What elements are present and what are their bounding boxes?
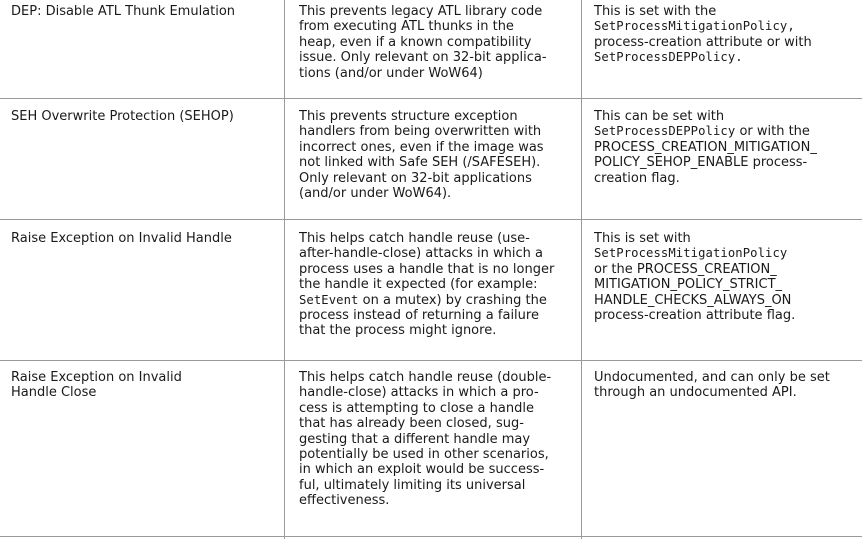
- row4-how-line: through an undocumented API.: [594, 385, 797, 401]
- row4-desc-line: cess is attempting to close a handle: [299, 400, 534, 416]
- row2-how-line: This can be set with: [594, 109, 725, 124]
- row2-how-text: process-: [748, 155, 808, 171]
- row3-policy-name: [11, 231, 279, 246]
- row4-desc-line: in which an exploit would be success-: [299, 462, 545, 478]
- row3-desc-line: process uses a handle that is no longer: [299, 261, 555, 277]
- row4-name-line: Handle Close: [11, 385, 97, 401]
- row3-desc-line: that the process might ignore.: [299, 323, 497, 339]
- row2-how-text: or with the: [735, 124, 810, 140]
- row4-name-line: Raise Exception on Invalid: [11, 370, 182, 385]
- row-divider-1: [0, 98, 862, 99]
- row2-desc-line: not linked with Safe SEH (/SAFESEH).: [299, 155, 541, 171]
- row3-desc-code: SetEvent: [299, 292, 359, 307]
- row3-how-line: MITIGATION_POLICY_STRICT_: [594, 277, 783, 293]
- row3-desc-line: process instead of returning a failure: [299, 308, 539, 324]
- row2-desc-line: handlers from being overwritten with: [299, 124, 542, 140]
- row4-how-line: Undocumented, and can only be set: [594, 370, 830, 385]
- row2-how-set: [594, 109, 856, 186]
- row2-description: [299, 109, 569, 201]
- row3-how-code: SetProcessMitigationPolicy: [594, 246, 788, 261]
- row4-desc-line: effectiveness.: [299, 493, 390, 509]
- column-divider-2: [581, 0, 582, 539]
- row2-how-code: SetProcessDEPPolicy: [594, 124, 736, 139]
- row4-how-set: [594, 370, 856, 401]
- row1-desc-line: This prevents legacy ATL library code: [299, 4, 543, 19]
- row3-how-line: HANDLE_CHECKS_ALWAYS_ON: [594, 292, 792, 308]
- row1-desc-line: tions (and/or under WoW64): [299, 65, 483, 81]
- row-divider-4: [0, 536, 862, 537]
- row-divider-3: [0, 360, 862, 361]
- row3-how-set: [594, 231, 856, 323]
- row1-desc-line: from executing ATL thunks in the: [299, 19, 514, 35]
- row2-name-line: SEH Overwrite Protection (SEHOP): [11, 109, 234, 124]
- row4-desc-line: handle-close) attacks in which a pro-: [299, 385, 539, 401]
- row4-desc-line: potentially be used in other scenarios,: [299, 447, 549, 463]
- row3-desc-line: This helps catch handle reuse (use-: [299, 231, 530, 246]
- row4-policy-name: [11, 370, 279, 401]
- row1-how-set: [594, 4, 856, 66]
- row1-how-code: SetProcessDEPPolicy.: [594, 50, 743, 65]
- row2-how-line: PROCESS_CREATION_MITIGATION_: [594, 139, 817, 155]
- row4-description: [299, 370, 569, 509]
- row3-how-line: process-creation attribute flag.: [594, 308, 796, 324]
- column-divider-1: [284, 0, 285, 539]
- row1-how-line: process-creation attribute or with: [594, 34, 812, 50]
- row1-how-line: This is set with the: [594, 4, 717, 19]
- row1-desc-line: heap, even if a known compatibility: [299, 34, 532, 50]
- row3-desc-line: after-handle-close) attacks in which a: [299, 246, 543, 262]
- row-divider-2: [0, 219, 862, 220]
- row2-desc-line: incorrect ones, even if the image was: [299, 139, 544, 155]
- row4-desc-line: This helps catch handle reuse (double-: [299, 370, 552, 385]
- row3-how-line: This is set with: [594, 231, 691, 246]
- row2-desc-line: This prevents structure exception: [299, 109, 518, 124]
- row1-description: [299, 4, 569, 81]
- row2-desc-line: Only relevant on 32-bit applications: [299, 170, 532, 186]
- row4-desc-line: gesting that a different handle may: [299, 431, 531, 447]
- row3-desc-line: the handle it expected (for example:: [299, 277, 538, 293]
- row1-policy-name: [11, 4, 279, 19]
- row2-how-line: creation flag.: [594, 170, 680, 186]
- row1-name-line: DEP: Disable ATL Thunk Emulation: [11, 4, 236, 19]
- row3-how-line: or the PROCESS_CREATION_: [594, 261, 777, 277]
- row4-desc-line: that has already been closed, sug-: [299, 416, 524, 432]
- row1-how-code: SetProcessMitigationPolicy,: [594, 19, 795, 34]
- row2-how-flag: POLICY_SEHOP_ENABLE: [594, 155, 749, 171]
- row3-desc-text: on a mutex) by crashing the: [358, 292, 547, 308]
- row2-desc-line: (and/or under WoW64).: [299, 186, 452, 202]
- row4-desc-line: ful, ultimately limiting its universal: [299, 477, 526, 493]
- row2-policy-name: [11, 109, 279, 124]
- row3-description: [299, 231, 569, 339]
- row1-desc-line: issue. Only relevant on 32-bit applica-: [299, 50, 547, 66]
- row3-name-line: Raise Exception on Invalid Handle: [11, 231, 232, 246]
